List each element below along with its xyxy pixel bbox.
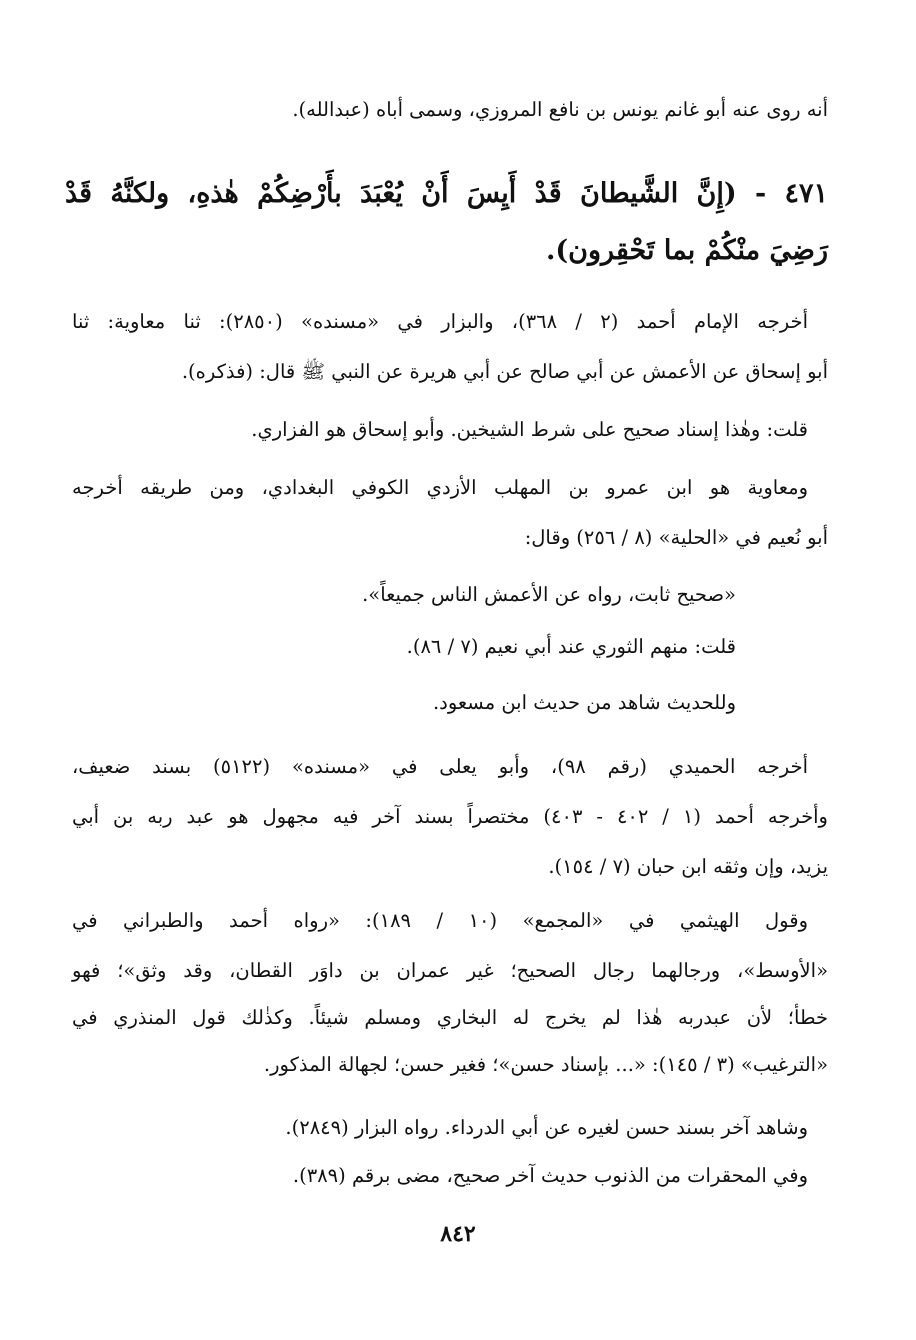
- hadith-heading-line-2: رَضِيَ منْكُمْ بما تَحْقِرون).: [545, 235, 828, 266]
- paragraph-line: قلت: وهٰذا إسناد صحيح على شرط الشيخين. وأبو إسحاق هو الفزاري.: [251, 418, 808, 441]
- paragraph-line: ومعاوية هو ابن عمرو بن المهلب الأزدي الكوفي البغدادي، ومن طريقه أخرجه: [72, 476, 808, 499]
- page-number: ٨٤٢: [440, 1221, 476, 1247]
- paragraph-line: أخرجه الإمام أحمد (٢ / ٣٦٨)، والبزار في «مسنده» (٢٨٥٠): ثنا معاوية: ثنا: [72, 310, 808, 333]
- paragraph-line: «الأوسط»، ورجالهما رجال الصحيح؛ غير عمران بن داوَر القطان، وقد وثق»؛ فهو: [72, 959, 828, 982]
- paragraph-line: وقول الهيثمي في «المجمع» (١٠ / ١٨٩): «رواه أحمد والطبراني في: [72, 909, 808, 932]
- hadith-heading-line-1: ٤٧١ - (إِنَّ الشَّيطانَ قَدْ أَيِسَ أَنْ يُعْبَدَ بأَرْضِكُمْ هٰذهِ، ولكنَّهُ قَدْ: [65, 178, 828, 209]
- intro-line: أنه روى عنه أبو غانم يونس بن نافع المروزي، وسمى أباه (عبدالله).: [292, 98, 828, 121]
- quote-line: «صحيح ثابت، رواه عن الأعمش الناس جميعاً».: [362, 583, 736, 606]
- paragraph-line: وفي المحقرات من الذنوب حديث آخر صحيح، مضى برقم (٣٨٩).: [292, 1164, 808, 1187]
- paragraph-line: وللحديث شاهد من حديث ابن مسعود.: [432, 691, 736, 714]
- paragraph-line: أبو إسحاق عن الأعمش عن أبي صالح عن أبي هريرة عن النبي ﷺ قال: (فذكره).: [181, 360, 828, 383]
- paragraph-line: «الترغيب» (٣ / ١٤٥): «... بإسناد حسن»؛ فغير حسن؛ لجهالة المذكور.: [263, 1053, 828, 1076]
- paragraph-line: أبو نُعيم في «الحلية» (٨ / ٢٥٦) وقال:: [524, 526, 828, 549]
- paragraph-line: خطأ؛ لأن عبدربه هٰذا لم يخرج له البخاري ومسلم شيئاً. وكذٰلك قول المنذري في: [72, 1006, 828, 1029]
- paragraph-line: وأخرجه أحمد (١ / ٤٠٢ - ٤٠٣) مختصراً بسند آخر فيه مجهول هو عبد ربه بن أبي: [72, 805, 828, 828]
- paragraph-line: وشاهد آخر بسند حسن لغيره عن أبي الدرداء. رواه البزار (٢٨٤٩).: [285, 1116, 808, 1139]
- paragraph-line: قلت: منهم الثوري عند أبي نعيم (٧ / ٨٦).: [406, 635, 736, 658]
- paragraph-line: يزيد، وإن وثقه ابن حبان (٧ / ١٥٤).: [548, 855, 828, 878]
- paragraph-line: أخرجه الحميدي (رقم ٩٨)، وأبو يعلى في «مسنده» (٥١٢٢) بسند ضعيف،: [72, 755, 809, 778]
